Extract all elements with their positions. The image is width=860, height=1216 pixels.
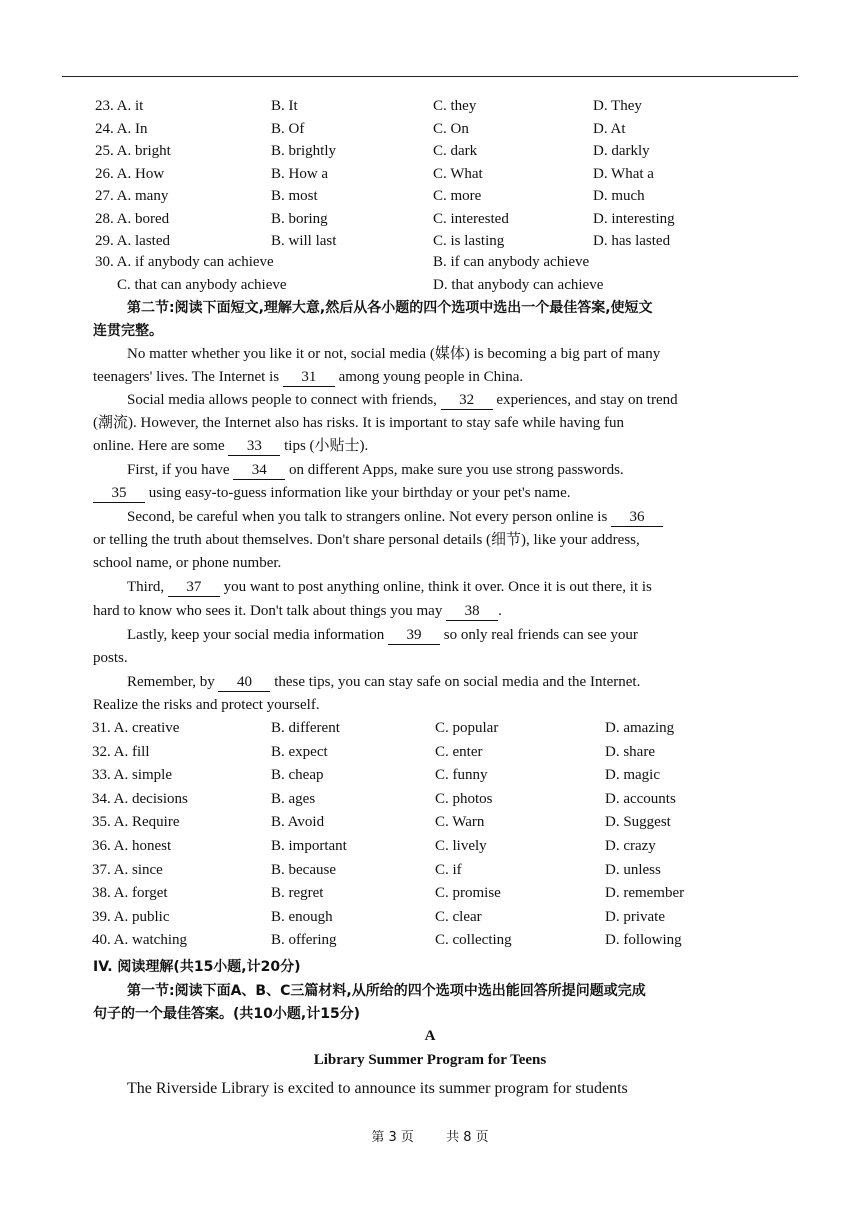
option-d: D. share — [605, 743, 655, 760]
passage-p7-line1: Remember, by 40 these tips, you can stay safe on social media and the Internet. — [127, 674, 641, 690]
option-c: C. photos — [435, 790, 493, 807]
blank-33: 33 — [228, 437, 280, 456]
option-d: D. At — [593, 120, 626, 137]
passage-p4-line1: Second, be careful when you talk to strangers online. Not every person online is 36 — [127, 506, 767, 529]
option-row — [92, 835, 795, 858]
option-row — [95, 95, 795, 118]
option-b: B. because — [271, 861, 336, 878]
option-row — [92, 882, 795, 905]
section2-instruction-line1: 第二节:阅读下面短文,理解大意,然后从各小题的四个选项中选出一个最佳答案,使短文 — [127, 300, 653, 316]
option-c: C. enter — [435, 743, 483, 760]
option-row — [95, 230, 795, 253]
option-a: 34. A. decisions — [92, 790, 188, 807]
option-d: D. much — [593, 188, 645, 204]
option-row — [95, 185, 795, 208]
option-b: B. most — [271, 188, 318, 204]
option-row — [92, 811, 795, 834]
blank-34: 34 — [233, 461, 285, 480]
option-d: D. has lasted — [593, 233, 671, 249]
passage-p3-line2: 35 using easy-to-guess information like your birthday or your pet's name. — [93, 482, 765, 505]
option-c: C. more — [433, 188, 482, 204]
option-b: B. important — [271, 838, 347, 854]
passage-p2-line3: online. Here are some 33 tips (小贴士). — [93, 438, 369, 454]
option-a: 36. A. honest — [92, 838, 172, 854]
option-c: C. What — [433, 165, 483, 182]
blank-31: 31 — [283, 368, 335, 387]
passage-p2-line1: Social media allows people to connect with friends, 32 experiences, and stay on trend — [127, 392, 678, 408]
option-a: 25. A. bright — [95, 143, 171, 159]
passage-p7-line2: Realize the risks and protect yourself. — [93, 697, 320, 713]
option-row — [92, 764, 795, 787]
passage-p1-line2: teenagers' lives. The Internet is 31 among young people in China. — [93, 369, 524, 385]
part4-instruction-line2: 句子的一个最佳答案。(共10小题,计15分) — [93, 1006, 361, 1022]
option-b: B. cheap — [271, 767, 324, 784]
option-a: 39. A. public — [92, 908, 170, 925]
option-d: D. crazy — [605, 838, 656, 854]
option-c: C. Warn — [435, 814, 485, 831]
option-row — [92, 788, 795, 811]
option-c: C. dark — [433, 143, 478, 159]
question-30-row2 — [95, 274, 795, 297]
page-total: 共 8 页 — [446, 1130, 489, 1145]
option-b: B. enough — [271, 908, 333, 925]
passage-title: Library Summer Program for Teens — [313, 1052, 547, 1068]
passage-p4-line3: school name, or phone number. — [93, 555, 282, 571]
page-number: 第 3 页 — [371, 1130, 414, 1145]
option-d: D. They — [593, 98, 642, 114]
passage-intro: The Riverside Library is excited to announce its summer program for students — [127, 1080, 628, 1097]
option-c: C. collecting — [435, 932, 512, 949]
blank-40: 40 — [218, 673, 270, 692]
option-a: 28. A. bored — [95, 210, 170, 227]
option-b: B. expect — [271, 743, 328, 760]
option-d: D. interesting — [593, 210, 675, 227]
option-a: 29. A. lasted — [95, 233, 170, 249]
passage-p5-line1: Third, 37 you want to post anything online, think it over. Once it is out there, it is — [127, 579, 652, 595]
passage-letter: A — [424, 1028, 436, 1044]
blank-32: 32 — [441, 391, 493, 410]
option-c: C. clear — [435, 908, 482, 925]
option-row — [95, 140, 795, 163]
option-a: 33. A. simple — [92, 767, 173, 784]
option-c: C. lively — [435, 838, 487, 854]
option-b: B. will last — [271, 233, 337, 249]
option-row — [92, 859, 795, 882]
option-c: C. promise — [435, 885, 501, 902]
option-d: D. unless — [605, 861, 661, 878]
option-a: 35. A. Require — [92, 814, 180, 831]
option-a: 40. A. watching — [92, 932, 187, 949]
option-a: 26. A. How — [95, 165, 165, 182]
passage-p3-line1: First, if you have 34 on different Apps, make sure you use strong passwords. — [127, 462, 624, 478]
option-row — [92, 717, 795, 740]
passage-p6-line1: Lastly, keep your social media information 39 so only real friends can see your — [127, 627, 638, 643]
blank-35: 35 — [93, 484, 145, 503]
option-c: C. they — [433, 98, 477, 114]
option-30d: D. that anybody can achieve — [433, 277, 604, 293]
option-d: D. magic — [605, 767, 660, 784]
option-b: B. It — [271, 98, 298, 114]
option-a: 24. A. In — [95, 120, 148, 137]
option-d: D. accounts — [605, 790, 676, 807]
blank-36: 36 — [611, 508, 663, 527]
option-d: D. following — [605, 932, 682, 949]
option-c: C. funny — [435, 767, 488, 784]
option-b: B. boring — [271, 210, 328, 227]
option-b: B. Avoid — [271, 814, 325, 831]
page-footer — [0, 1126, 860, 1145]
option-a: 31. A. creative — [92, 720, 180, 736]
option-30b: B. if can anybody achieve — [433, 254, 590, 270]
part4-instruction-line1: 第一节:阅读下面A、B、C三篇材料,从所给的四个选项中选出能回答所提问题或完成 — [127, 983, 646, 999]
option-d: D. remember — [605, 885, 685, 902]
option-c: C. On — [433, 120, 469, 137]
blank-39: 39 — [388, 626, 440, 645]
passage-p4-line2: or telling the truth about themselves. Don't share personal details (细节), like your address, — [93, 532, 640, 548]
question-30-row1 — [95, 251, 795, 274]
option-a: 23. A. it — [95, 98, 144, 114]
option-row — [95, 163, 795, 186]
passage-p1-line1: No matter whether you like it or not, social media (媒体) is becoming a big part of many — [127, 346, 661, 362]
blank-38: 38 — [446, 602, 498, 621]
option-a: 38. A. forget — [92, 885, 168, 902]
option-d: D. Suggest — [605, 814, 671, 831]
option-b: B. Of — [271, 120, 305, 137]
passage-p5-line2: hard to know who sees it. Don't talk about things you may 38 . — [93, 603, 502, 619]
option-b: B. How a — [271, 165, 329, 182]
option-c: C. interested — [433, 210, 509, 227]
option-30c: C. that can anybody achieve — [117, 277, 287, 293]
option-a: 37. A. since — [92, 861, 163, 878]
option-30a: 30. A. if anybody can achieve — [95, 254, 274, 270]
option-d: D. private — [605, 908, 665, 925]
section2-instruction-line2: 连贯完整。 — [93, 323, 163, 339]
option-b: B. different — [271, 720, 340, 736]
option-a: 27. A. many — [95, 188, 169, 204]
part4-heading: IV. 阅读理解(共15小题,计20分) — [93, 959, 301, 975]
option-d: D. amazing — [605, 720, 675, 736]
option-b: B. regret — [271, 885, 324, 902]
option-a: 32. A. fill — [92, 743, 150, 760]
option-c: C. if — [435, 861, 462, 878]
option-c: C. is lasting — [433, 233, 505, 249]
top-rule — [62, 76, 798, 77]
passage-p6-line2: posts. — [93, 650, 128, 666]
passage-p2-line2: (潮流). However, the Internet also has risks. It is important to stay safe while having fun — [93, 415, 624, 431]
option-row — [92, 929, 795, 952]
option-row — [92, 906, 795, 929]
blank-37: 37 — [168, 578, 220, 597]
option-c: C. popular — [435, 720, 499, 736]
option-b: B. ages — [271, 790, 316, 807]
option-b: B. offering — [271, 932, 337, 949]
option-d: D. darkly — [593, 143, 650, 159]
option-d: D. What a — [593, 165, 654, 182]
option-row — [95, 118, 795, 141]
option-b: B. brightly — [271, 143, 337, 159]
option-row — [92, 741, 795, 764]
option-row — [95, 208, 795, 231]
